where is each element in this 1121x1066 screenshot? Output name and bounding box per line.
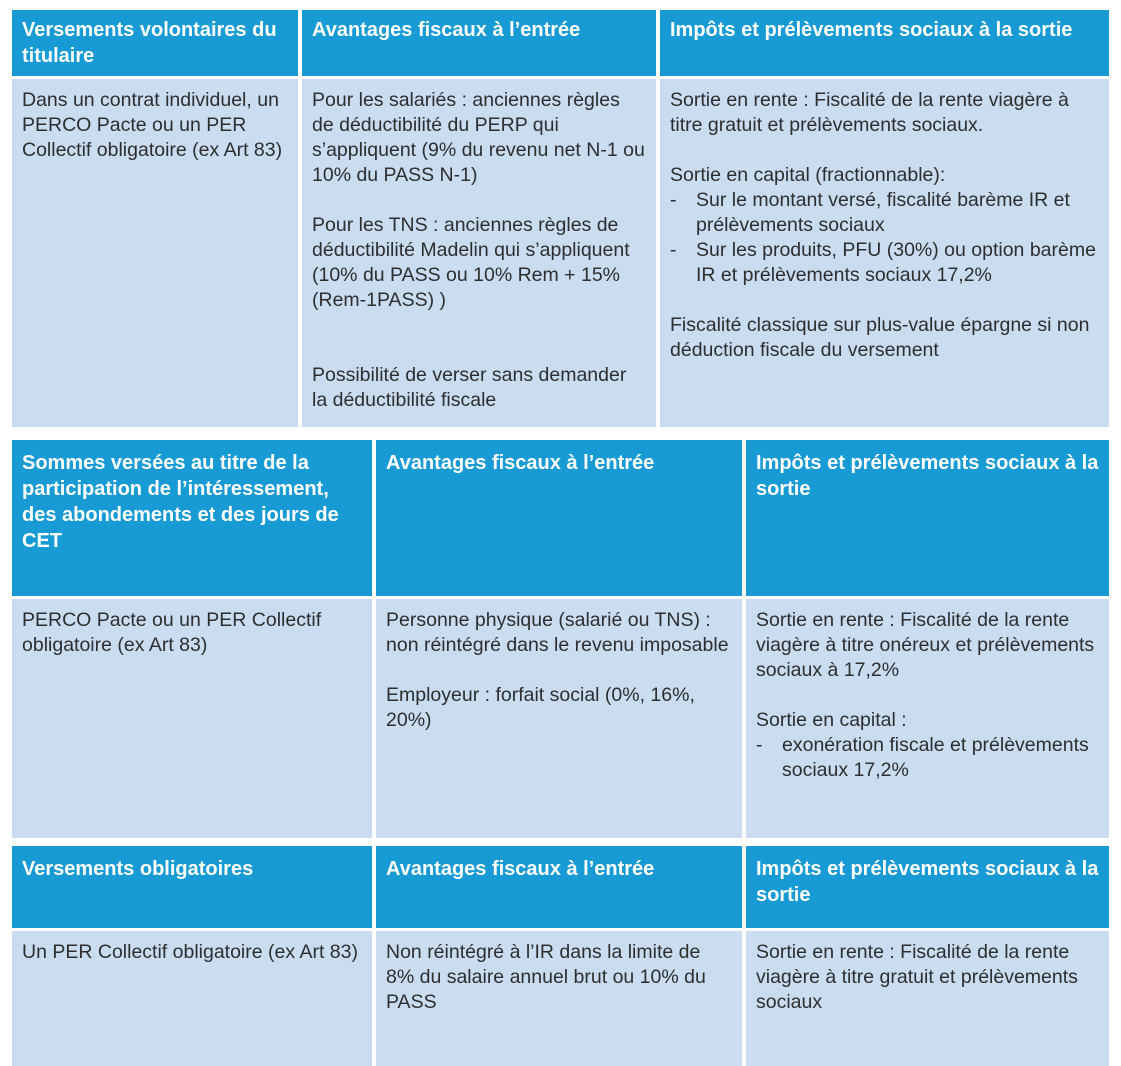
column-header: Impôts et prélèvements sociaux à la sortie [660,10,1109,76]
table-row [12,79,1109,427]
table-versements-obligatoires [12,846,1109,1066]
cell-paragraph: Sortie en capital : [756,709,907,731]
blank-line [670,138,1099,163]
bullet-item [756,733,1099,783]
column-header: Avantages fiscaux à l’entrée [376,440,742,596]
blank-line [386,658,732,683]
cell-paragraph: Fiscalité classique sur plus-value épargne si non déduction fiscale du versement [670,314,1090,361]
column-header: Sommes versées au titre de la participation de l’intéressement, des abondements et des jours de CET [12,440,372,596]
bullet-text: exonération fiscale et prélèvements sociaux 17,2% [782,734,1089,781]
blank-line [756,683,1099,708]
cell-paragraph: Sortie en rente : Fiscalité de la rente viagère à titre gratuit et prélèvements sociaux [756,941,1078,1013]
cell-paragraph: Pour les salariés : anciennes règles de déductibilité du PERP qui s’appliquent (9% du revenu net N-1 ou 10% du PASS N-1) [312,89,645,186]
column-header: Avantages fiscaux à l’entrée [302,10,656,76]
blank-line [312,188,646,213]
table-row [12,599,1109,838]
bullet-marker: - [670,239,677,261]
bullet-item [670,188,1099,238]
table-row [12,931,1109,1066]
blank-line [670,288,1099,313]
table-cell [376,931,742,1066]
column-header: Impôts et prélèvements sociaux à la sortie [746,846,1109,928]
table-cell [746,599,1109,838]
bullet-marker: - [670,189,677,211]
bullet-text: Sur le montant versé, fiscalité barème IR et prélèvements sociaux [696,189,1070,236]
table-cell [660,79,1109,427]
bullet-item [670,238,1099,288]
table-cell [12,931,372,1066]
column-header: Versements volontaires du titulaire [12,10,298,76]
cell-paragraph: Personne physique (salarié ou TNS) : non réintégré dans le revenu imposable [386,609,729,656]
column-header: Versements obligatoires [12,846,372,928]
table-cell [746,931,1109,1066]
column-header: Impôts et prélèvements sociaux à la sortie [746,440,1109,596]
cell-paragraph: Pour les TNS : anciennes règles de déductibilité Madelin qui s’appliquent (10% du PASS ou 10% Rem + 15% (Rem-1PASS) ) [312,214,630,311]
table-sommes-versees [12,440,1109,838]
cell-paragraph: Possibilité de verser sans demander la déductibilité fiscale [312,364,627,411]
table-versements-volontaires [12,10,1109,427]
table-header-row [12,846,1109,928]
cell-paragraph: Dans un contrat individuel, un PERCO Pacte ou un PER Collectif obligatoire (ex Art 83) [22,89,283,161]
bullet-text: Sur les produits, PFU (30%) ou option barème IR et prélèvements sociaux 17,2% [696,239,1096,286]
cell-paragraph: Sortie en rente : Fiscalité de la rente viagère à titre onéreux et prélèvements sociaux à 17,2% [756,609,1095,681]
table-header-row [12,440,1109,596]
cell-paragraph: Non réintégré à l’IR dans la limite de 8% du salaire annuel brut ou 10% du PASS [386,941,706,1013]
bullet-marker: - [756,734,763,756]
cell-paragraph: Employeur : forfait social (0%, 16%, 20%) [386,684,695,731]
table-cell [302,79,656,427]
table-header-row [12,10,1109,76]
column-header: Avantages fiscaux à l’entrée [376,846,742,928]
cell-paragraph: Un PER Collectif obligatoire (ex Art 83) [22,941,358,963]
cell-paragraph: Sortie en rente : Fiscalité de la rente viagère à titre gratuit et prélèvements sociaux. [670,89,1069,136]
cell-paragraph: PERCO Pacte ou un PER Collectif obligatoire (ex Art 83) [22,609,322,656]
table-cell [376,599,742,838]
blank-line [312,338,646,363]
blank-line [312,313,646,338]
table-cell [12,79,298,427]
table-cell [12,599,372,838]
cell-paragraph: Sortie en capital (fractionnable): [670,164,946,186]
